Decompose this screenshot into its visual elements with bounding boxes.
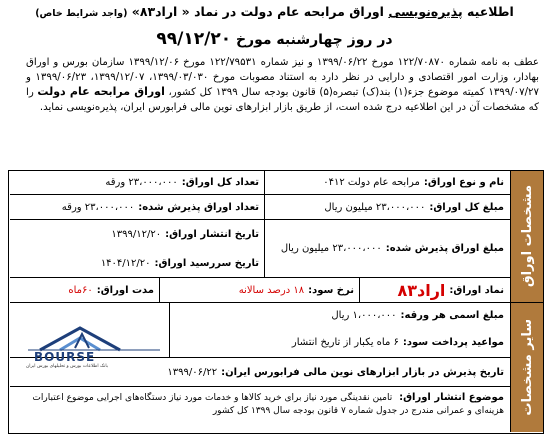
face-value: ۱،۰۰۰،۰۰۰ ریال — [331, 309, 397, 321]
face-value-row — [170, 303, 510, 327]
accepted-amount-row — [265, 220, 510, 278]
title-suffix: » — [127, 4, 140, 19]
specs-table — [8, 170, 544, 434]
amount-value: ۲۳،۰۰۰،۰۰۰ میلیون ریال — [324, 201, 426, 213]
rate-value: ۱۸ درصد سالانه — [238, 284, 305, 296]
divider — [264, 171, 265, 278]
type-row — [265, 171, 510, 195]
section-other — [510, 303, 543, 432]
title-underlined: پذیره‌نویسی — [388, 4, 463, 19]
accepted-count-value: ۲۳،۰۰۰،۰۰۰ ورقه — [61, 201, 135, 213]
payment-row — [170, 327, 510, 357]
payment-value: ۶ ماه یکبار از تاریخ انتشار — [291, 336, 399, 348]
count-value: ۲۳،۰۰۰،۰۰۰ ورقه — [105, 177, 178, 188]
intro-text-end: را که مشخصات آن در این اطلاعیه درج شده است، از طریق بازار ابزارهای نوین مالی فرابورس ایران، پذیره‌نویسی نماید. — [26, 87, 539, 113]
maturity-value: ۱۴۰۴/۱۲/۲۰ — [100, 257, 151, 269]
intro-bold: اوراق مرابحه عام دولت — [37, 85, 165, 99]
listing-label: تاریخ پذیرش در بازار ابزارهای نوین مالی فرابورس ایران: — [221, 366, 504, 378]
logo-word: BOURSE — [34, 350, 96, 364]
issue-date-value: ۱۳۹۹/۱۲/۲۰ — [111, 229, 162, 240]
type-value: مرابحه عام دولت ۰۴۱۲ — [323, 177, 420, 188]
intro-paragraph — [26, 56, 539, 115]
payment-label: مواعید پرداخت سود: — [402, 336, 504, 348]
title-note: (واجد شرایط خاص) — [35, 8, 128, 19]
rate-label: نرخ سود: — [308, 284, 354, 296]
subject-row — [10, 387, 510, 432]
count-label: تعداد کل اوراق: — [181, 177, 259, 188]
amount-label: مبلغ کل اوراق: — [429, 201, 504, 213]
amount-row — [265, 195, 510, 220]
subject-label: موضوع انتشار اوراق: — [399, 392, 504, 403]
issue-date-label: تاریخ انتشار اوراق: — [165, 229, 259, 240]
maturity-row — [10, 249, 265, 278]
logo-subtitle: بانک اطلاعات بورس و تحلیلهای بورس ایران — [26, 364, 108, 369]
intro-text: عطف به نامه شماره ۱۲۲/۷۰۸۷۰ مورخ ۱۳۹۹/۰۶/۲۲ و نیز شماره ۱۲۲/۷۹۵۳۱ مورخ ۱۳۹۹/۱۲/۰۶ سازمان بورس و اوراق بهادار، وزارت امور اقتصادی و دارایی در نظر دارد به استناد مصوبات مورخ ۱۳۹۹/۰۳/۰۳۰، ۱۳۹۹/۱۲/۰۷، ۱۳۹۹/۰۶/۲۳ و ۱۳۹۹/۰۷/۲۷ کمیته موضوع جزء(۱) بند(ک) تبصره(۵) قانون بودجه سال ۱۳۹۹ کل کشور، — [26, 57, 539, 99]
bourse-logo — [20, 324, 170, 372]
issue-date-row — [10, 220, 265, 249]
divider — [159, 278, 160, 303]
notice-date — [0, 29, 549, 49]
date-value: ۹۹/۱۲/۲۰ — [156, 29, 232, 49]
divider — [359, 278, 360, 303]
accepted-amount-label: مبلغ اوراق پذیرش شده: — [385, 243, 504, 254]
rate-row — [160, 278, 360, 303]
duration-row — [10, 278, 160, 303]
listing-value: ۱۳۹۹/۰۶/۲۲ — [167, 366, 218, 378]
title-prefix: اطلاعیه — [462, 4, 514, 19]
notice-title — [0, 4, 549, 19]
date-prefix: در روز چهارشنبه مورخ — [231, 32, 393, 48]
section-other-label: سایر مشخصات — [519, 319, 535, 416]
count-row — [10, 171, 265, 195]
section-specs-label: مشخصات اوراق — [519, 185, 535, 288]
maturity-label: تاریخ سررسید اوراق: — [154, 257, 259, 269]
accepted-count-row — [10, 195, 265, 220]
section-specs — [510, 171, 543, 303]
symbol-value: اراد۸۳ — [397, 280, 446, 300]
symbol-row — [360, 278, 510, 303]
face-label: مبلغ اسمی هر ورقه: — [400, 309, 504, 321]
accepted-count-label: تعداد اوراق پذیرش شده: — [138, 201, 259, 213]
subject-value: تامین نقدینگی مورد نیاز برای خرید کالاها و خدمات مورد نیاز دستگاه‌های اجرایی موضوع اعتبارات هزینه‌ای و عمرانی مندرج در جدول شماره ۷ قانون بودجه سال ۱۳۹۹ کل کشور — [32, 393, 504, 416]
accepted-amount-value: ۲۳،۰۰۰،۰۰۰ میلیون ریال — [280, 243, 382, 254]
title-symbol: اراد۸۳ — [139, 4, 178, 19]
duration-label: مدت اوراق: — [96, 284, 154, 296]
symbol-label: نماد اوراق: — [449, 284, 504, 296]
type-label: نام و نوع اوراق: — [423, 177, 504, 188]
duration-value: ۶۰ماه — [68, 284, 93, 296]
title-mid: اوراق مرابحه عام دولت در نماد « — [177, 4, 389, 19]
